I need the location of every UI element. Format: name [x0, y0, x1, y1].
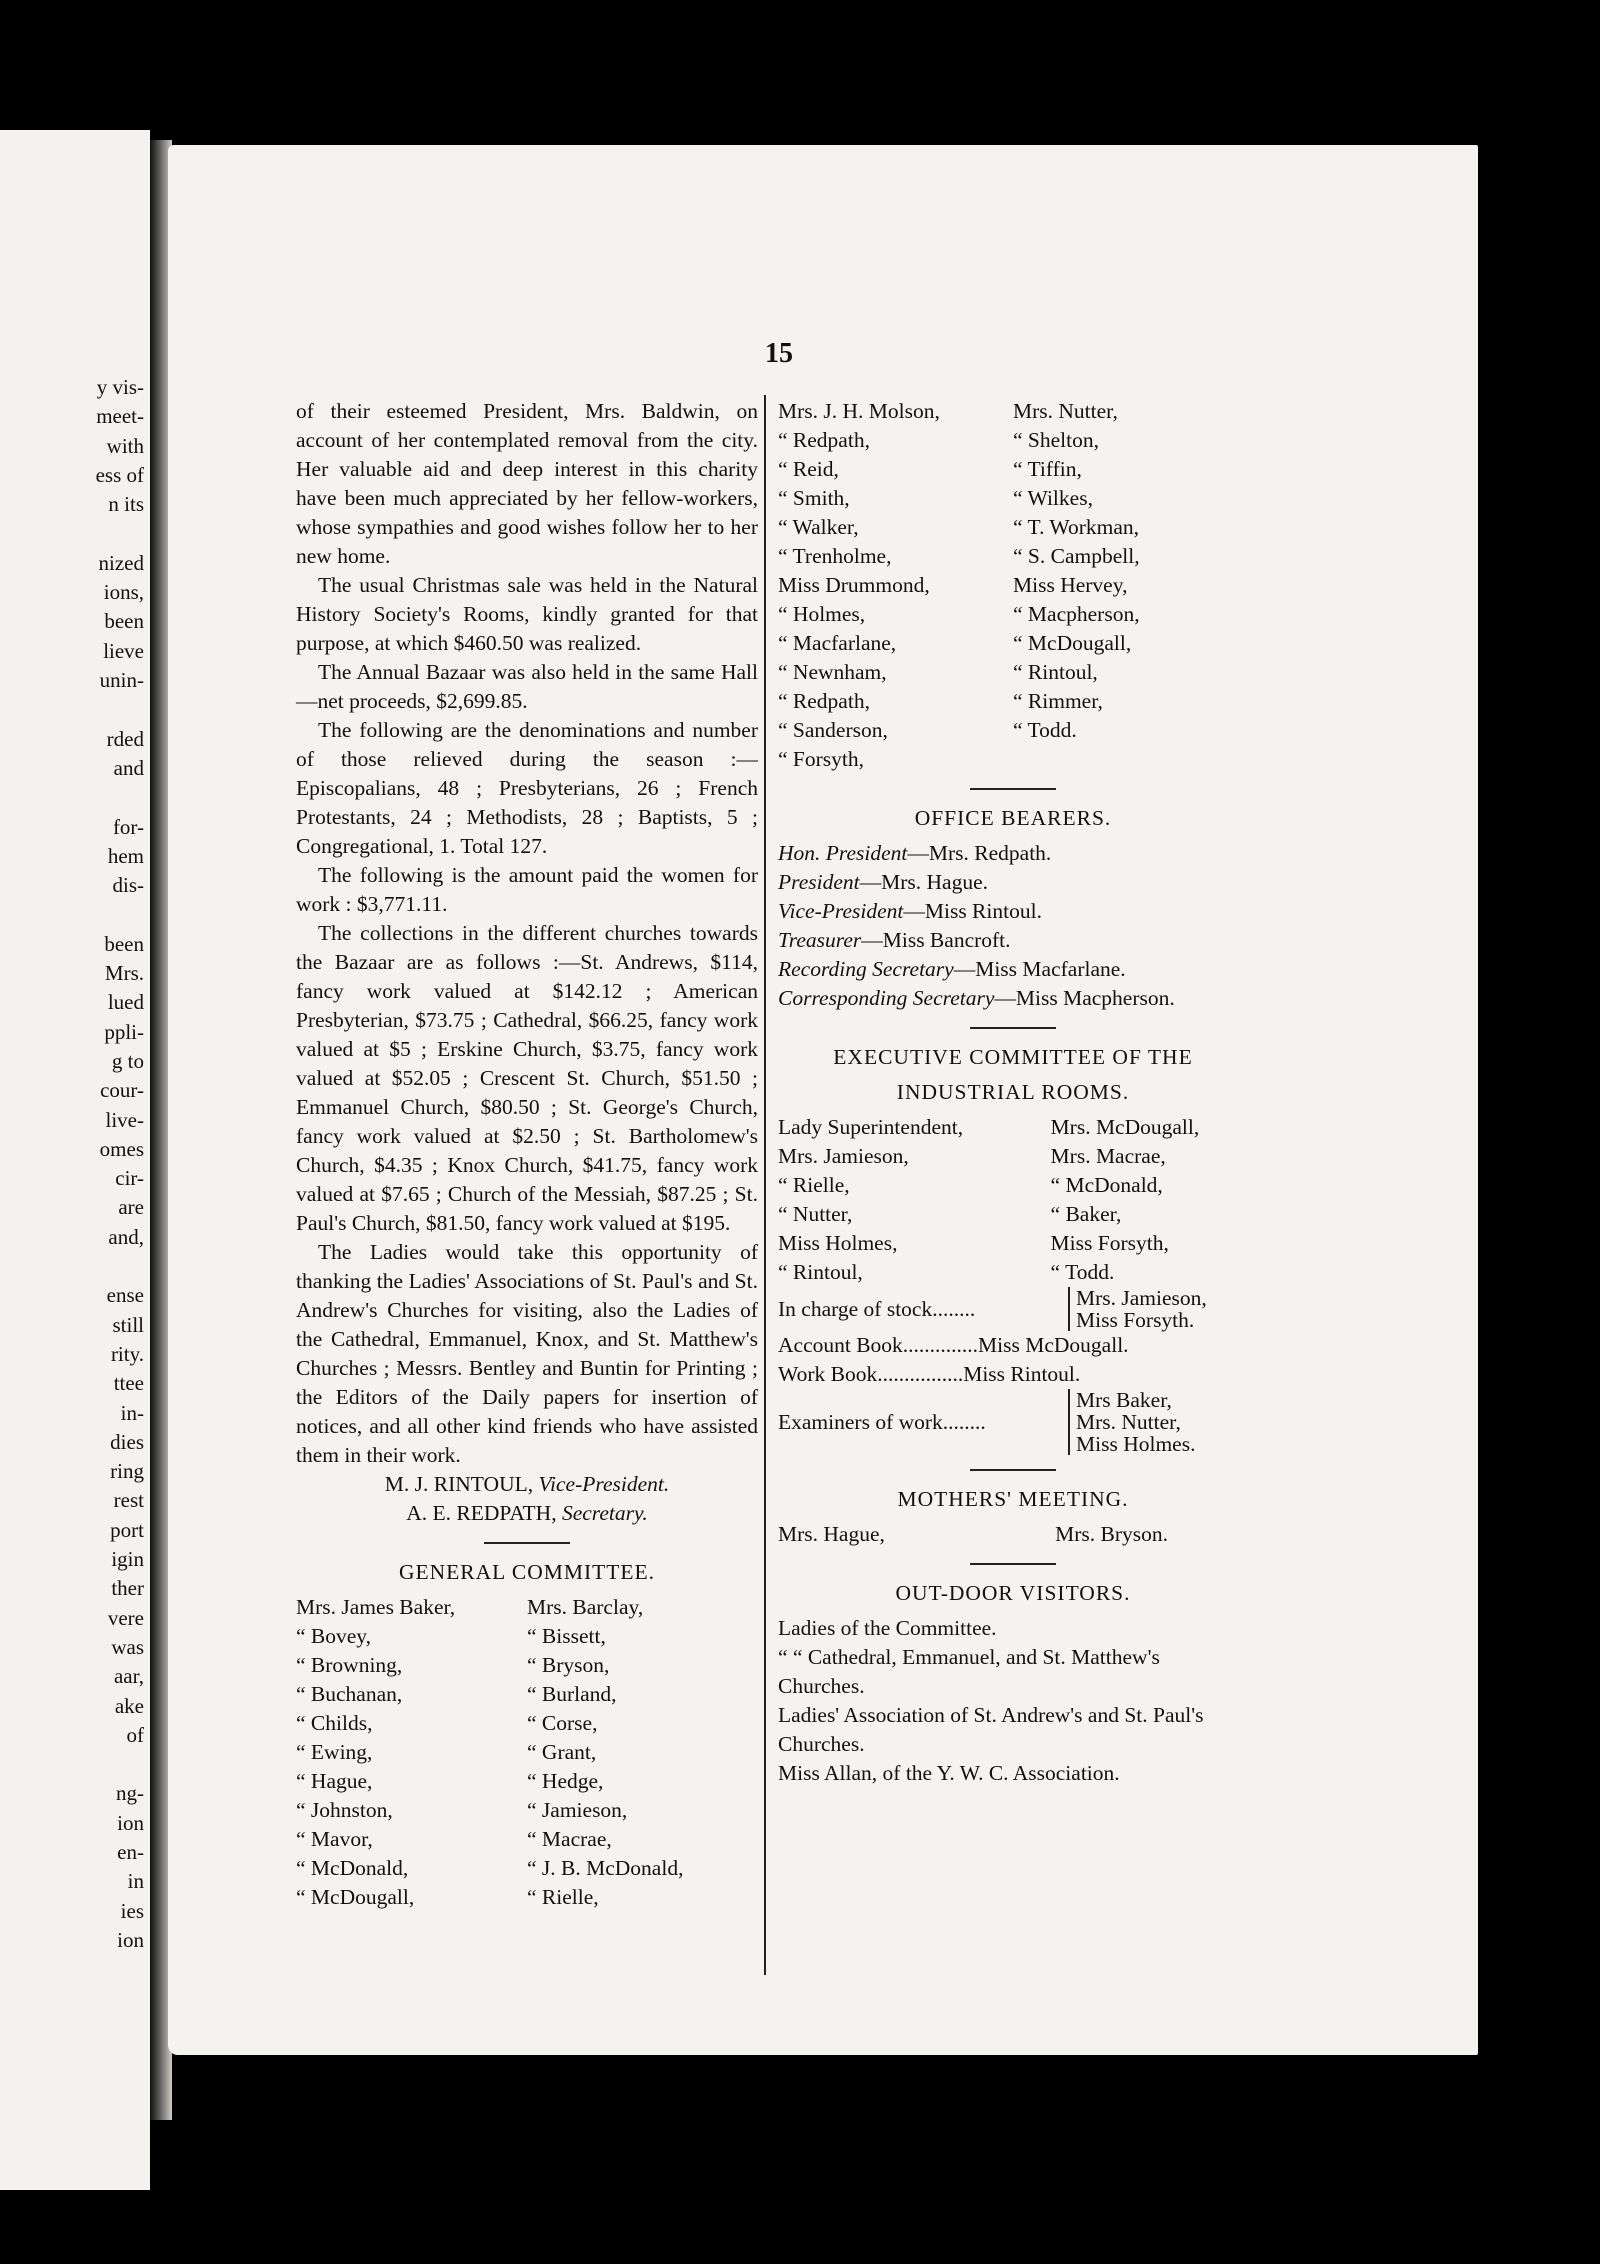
- committee-member: “ Browning,: [296, 1653, 403, 1677]
- outdoor-visitor-line: “ “ Cathedral, Emmanuel, and St. Matthew's Churches.: [778, 1645, 1160, 1698]
- committee-member: “ Bryson,: [527, 1653, 610, 1677]
- signature-name: M. J. RINTOUL,: [384, 1472, 534, 1496]
- committee-member: “ Todd.: [1013, 718, 1077, 742]
- previous-page-text: nized: [98, 550, 144, 575]
- previous-page-text: in: [127, 1869, 144, 1894]
- committee-member: “ Smith,: [778, 486, 850, 510]
- previous-page-text: Mrs.: [104, 961, 144, 985]
- committee-member: “ Newnham,: [778, 660, 887, 684]
- committee-member: “ Macrae,: [527, 1827, 612, 1851]
- committee-member: “ Jamieson,: [527, 1798, 628, 1822]
- previous-page-text: are: [118, 1195, 144, 1220]
- account-book: Account Book..............Miss McDougall.: [778, 1333, 1129, 1357]
- previous-page-text: unin-: [99, 668, 144, 692]
- left-column: [296, 397, 758, 1912]
- office-role: Vice-President: [778, 899, 904, 923]
- committee-member: “ Burland,: [527, 1682, 617, 1706]
- office-bearers-list: [778, 839, 1248, 1013]
- office-holder: —Miss Rintoul.: [903, 899, 1042, 923]
- committee-member: “ Walker,: [778, 515, 859, 539]
- committee-member: “ J. B. McDonald,: [527, 1856, 684, 1880]
- office-bearer-row: [778, 984, 1248, 1013]
- executive-member: Lady Superintendent,: [778, 1115, 964, 1139]
- previous-page-text: ess of: [95, 462, 144, 487]
- general-committee-continued: [778, 397, 1248, 774]
- executive-heading-line1: EXECUTIVE COMMITTEE OF THE: [833, 1045, 1193, 1069]
- committee-member: “ Reid,: [778, 457, 839, 481]
- executive-heading-line2: INDUSTRIAL ROOMS.: [896, 1080, 1130, 1104]
- signature-name: A. E. REDPATH,: [406, 1501, 557, 1525]
- executive-member: “ Rielle,: [778, 1173, 850, 1197]
- committee-member: “ Buchanan,: [296, 1682, 403, 1706]
- previous-page-text: ring: [110, 1459, 144, 1484]
- previous-page-text: still: [112, 1312, 144, 1337]
- committee-member: “ Tiffin,: [1013, 457, 1082, 481]
- committee-member: “ Forsyth,: [778, 747, 864, 771]
- committee-member: Miss Hervey,: [1013, 573, 1128, 597]
- executive-member: “ Nutter,: [778, 1202, 853, 1226]
- paragraph: The following are the denominations and number of those relieved during the season :— Episcopalians, 48 ; Presbyterians, 26 ; French Protestants, 24 ; Methodists, 28 ; Baptists, 5 ; Congregational, 1. Total 127.: [296, 718, 758, 858]
- executive-member: Mrs. Jamieson,: [778, 1144, 909, 1168]
- outdoor-visitor-line: Ladies of the Committee.: [778, 1616, 997, 1640]
- general-committee-col2: [527, 1593, 758, 1912]
- previous-page-text: dis-: [112, 873, 144, 898]
- previous-page-text: rded: [106, 726, 144, 751]
- paragraph: of their esteemed President, Mrs. Baldwin, on account of her contemplated removal from the city. Her valuable aid and deep interest in this charity have been much appreciated by her fellow-workers, whose sympathies and good wishes follow her to her new home.: [296, 399, 758, 568]
- committee-continued-col1: [778, 397, 1013, 774]
- previous-page-text: ake: [114, 1693, 144, 1718]
- committee-member: “ Rimmer,: [1013, 689, 1103, 713]
- previous-page-text: ion: [117, 1810, 144, 1835]
- committee-member: “ Rielle,: [527, 1885, 599, 1909]
- office-holder: —Mrs. Redpath.: [907, 841, 1052, 865]
- executive-member: Mrs. McDougall,: [1050, 1115, 1200, 1139]
- previous-page-text: ions,: [103, 580, 144, 605]
- committee-member: Mrs. James Baker,: [296, 1595, 456, 1619]
- committee-member: “ Johnston,: [296, 1798, 393, 1822]
- general-committee-heading: GENERAL COMMITTEE.: [398, 1560, 656, 1584]
- office-bearer-row: [778, 926, 1248, 955]
- executive-member: Miss Holmes,: [778, 1231, 898, 1255]
- office-holder: —Miss Macpherson.: [994, 986, 1175, 1010]
- committee-member: “ Childs,: [296, 1711, 373, 1735]
- previous-page-text: ense: [106, 1283, 144, 1308]
- committee-member: Mrs. Nutter,: [1013, 399, 1118, 423]
- paragraph: The usual Christmas sale was held in the Natural History Society's Rooms, kindly granted for that purpose, at which $460.50 was realized.: [296, 573, 758, 655]
- page-number: 15: [765, 338, 793, 369]
- work-examiner: Mrs. Nutter,: [1076, 1410, 1181, 1434]
- previous-page-text: of: [126, 1722, 144, 1747]
- paragraph: The following is the amount paid the women for work : $3,771.11.: [296, 863, 758, 916]
- previous-page-text: ng-: [116, 1781, 144, 1806]
- previous-page-text: ppli-: [104, 1019, 144, 1044]
- outdoor-visitors-list: [778, 1614, 1248, 1788]
- committee-member: “ McDougall,: [296, 1885, 415, 1909]
- previous-page-text: cir-: [115, 1166, 144, 1191]
- signature-secretary: [296, 1499, 758, 1528]
- previous-page-text: g to: [111, 1048, 144, 1073]
- mothers-meeting-heading: MOTHERS' MEETING.: [897, 1487, 1129, 1511]
- executive-member: Mrs. Macrae,: [1050, 1144, 1166, 1168]
- executive-member: “ McDonald,: [1050, 1173, 1163, 1197]
- previous-page-edge: [0, 130, 150, 2190]
- outdoor-visitor-line: Ladies' Association of St. Andrew's and St. Paul's Churches.: [778, 1703, 1204, 1756]
- section-rule: [970, 1027, 1056, 1029]
- office-bearer-row: [778, 868, 1248, 897]
- previous-page-text: live-: [105, 1107, 144, 1132]
- signature-title: Vice-President.: [538, 1472, 670, 1496]
- previous-page-text: been: [104, 931, 144, 956]
- office-role: Corresponding Secretary: [778, 986, 995, 1010]
- committee-member: “ Hague,: [296, 1769, 373, 1793]
- executive-member: “ Rintoul,: [778, 1260, 863, 1284]
- paragraph: The Annual Bazaar was also held in the same Hall—net proceeds, $2,699.85.: [296, 660, 758, 713]
- work-examiner: Miss Holmes.: [1076, 1432, 1196, 1456]
- previous-page-text: vere: [107, 1605, 144, 1630]
- previous-page-text: y vis-: [96, 375, 144, 399]
- previous-page-text: igin: [111, 1547, 144, 1571]
- committee-member: Miss Drummond,: [778, 573, 930, 597]
- office-role: Hon. President: [778, 841, 908, 865]
- previous-page-text: with: [106, 433, 144, 458]
- outdoor-visitors-heading: OUT-DOOR VISITORS.: [895, 1581, 1131, 1605]
- previous-page-text: and: [113, 755, 144, 780]
- examiners-label: Examiners of work........: [778, 1409, 986, 1434]
- office-bearer-row: [778, 897, 1248, 926]
- committee-member: “ Sanderson,: [778, 718, 888, 742]
- committee-member: “ Holmes,: [778, 602, 866, 626]
- committee-member: “ Bovey,: [296, 1624, 372, 1648]
- stock-keeper: Mrs. Jamieson,: [1076, 1286, 1207, 1310]
- previous-page-text: port: [110, 1517, 144, 1542]
- previous-page-text: ttee: [113, 1371, 144, 1396]
- in-charge-label: In charge of stock........: [778, 1296, 976, 1321]
- previous-page-text: for-: [112, 814, 144, 839]
- committee-continued-col2: [1013, 397, 1248, 774]
- committee-member: “ Trenholme,: [778, 544, 892, 568]
- committee-member: Mrs. Barclay,: [527, 1595, 644, 1619]
- right-column: [778, 397, 1248, 1788]
- previous-page-text: in-: [120, 1400, 144, 1425]
- committee-member: “ Wilkes,: [1013, 486, 1093, 510]
- committee-member: “ Macfarlane,: [778, 631, 897, 655]
- mothers-meeting-names: [778, 1520, 1248, 1549]
- examiners-of-work: [778, 1389, 1248, 1455]
- previous-page-text: meet-: [96, 404, 144, 429]
- executive-member: “ Baker,: [1050, 1202, 1122, 1226]
- committee-member: “ Mavor,: [296, 1827, 373, 1851]
- committee-member: “ T. Workman,: [1013, 515, 1140, 539]
- outdoor-visitor-line: Miss Allan, of the Y. W. C. Association.: [778, 1761, 1120, 1785]
- committee-member: “ Redpath,: [778, 428, 870, 452]
- section-rule: [970, 1469, 1056, 1471]
- office-role: President: [778, 870, 860, 894]
- committee-member: “ Redpath,: [778, 689, 870, 713]
- committee-member: “ Rintoul,: [1013, 660, 1098, 684]
- previous-page-text: ther: [111, 1576, 144, 1601]
- previous-page-text: and,: [108, 1224, 144, 1249]
- committee-member: “ S. Campbell,: [1013, 544, 1140, 568]
- previous-page-text: omes: [99, 1136, 144, 1161]
- office-role: Recording Secretary: [778, 957, 954, 981]
- committee-member: “ Corse,: [527, 1711, 598, 1735]
- previous-page-text: ion: [117, 1927, 144, 1952]
- office-holder: —Miss Macfarlane.: [953, 957, 1126, 981]
- committee-member: “ Bissett,: [527, 1624, 606, 1648]
- work-examiner: Mrs Baker,: [1076, 1388, 1172, 1412]
- signature-vice-president: [296, 1470, 758, 1499]
- executive-committee-list: [778, 1113, 1248, 1287]
- column-divider: [764, 395, 766, 1975]
- previous-page-text: been: [104, 609, 144, 634]
- mothers-name: Mrs. Bryson.: [1055, 1522, 1168, 1546]
- previous-page-text: hem: [107, 843, 144, 868]
- office-bearer-row: [778, 955, 1248, 984]
- stock-keeper: Miss Forsyth.: [1076, 1308, 1195, 1332]
- committee-member: “ McDonald,: [296, 1856, 409, 1880]
- previous-page-text: dies: [110, 1429, 144, 1454]
- office-holder: —Miss Bancroft.: [861, 928, 1011, 952]
- committee-member: “ McDougall,: [1013, 631, 1132, 655]
- section-rule: [970, 1563, 1056, 1565]
- committee-member: “ Macpherson,: [1013, 602, 1140, 626]
- committee-member: Mrs. J. H. Molson,: [778, 399, 940, 423]
- office-holder: —Mrs. Hague.: [859, 870, 988, 894]
- previous-page-text: was: [111, 1634, 144, 1659]
- executive-member: Miss Forsyth,: [1050, 1231, 1169, 1255]
- previous-page-text: ies: [120, 1898, 144, 1923]
- previous-page-text: lieve: [103, 638, 144, 663]
- previous-page-text: cour-: [100, 1078, 144, 1103]
- in-charge-of-stock: [778, 1287, 1248, 1331]
- previous-page-text: rest: [113, 1488, 144, 1513]
- committee-member: “ Ewing,: [296, 1740, 373, 1764]
- work-book: Work Book................Miss Rintoul.: [778, 1362, 1081, 1386]
- mothers-name: Mrs. Hague,: [778, 1522, 885, 1546]
- signature-title: Secretary.: [561, 1501, 648, 1525]
- in-charge-names: [1068, 1287, 1207, 1331]
- examiners-names: [1068, 1389, 1195, 1455]
- executive-member: “ Todd.: [1050, 1260, 1115, 1284]
- previous-page-text: en-: [117, 1840, 144, 1864]
- paragraph: The Ladies would take this opportunity of thanking the Ladies' Associations of St. Paul's and St. Andrew's Churches for visiting, also the Ladies of the Cathedral, Emmanuel, Knox, and St. Matthew's Churches ; Messrs. Bentley and Buntin for Printing ; the Editors of the Daily papers for insertion of notices, and all other kind friends who have assisted them in their work.: [296, 1240, 758, 1467]
- paragraph: The collections in the different churches towards the Bazaar are as follows :—St. Andrews, $114, fancy work valued at $142.12 ; American Presbyterian, $73.75 ; Cathedral, $66.25, fancy work valued at $5 ; Erskine Church, $3.75, fancy work valued at $52.05 ; Crescent St. Church, $51.50 ; Emmanuel Church, $80.50 ; St. George's Church, fancy work valued at $2.50 ; St. Bartholomew's Church, $4.35 ; Knox Church, $41.75, fancy work valued at $7.65 ; Church of the Messiah, $87.25 ; St. Paul's Church, $81.50, fancy work valued at $195.: [296, 921, 758, 1235]
- section-rule: [970, 788, 1056, 790]
- general-committee-col1: [296, 1593, 527, 1912]
- office-bearer-row: [778, 839, 1248, 868]
- previous-page-text: lued: [107, 990, 144, 1015]
- committee-member: “ Hedge,: [527, 1769, 604, 1793]
- committee-member: “ Grant,: [527, 1740, 597, 1764]
- office-role: Treasurer: [778, 928, 862, 952]
- previous-page-text: rity.: [110, 1341, 144, 1366]
- office-bearers-heading: OFFICE BEARERS.: [914, 806, 1112, 830]
- committee-member: “ Shelton,: [1013, 428, 1099, 452]
- previous-page-text: aar,: [113, 1664, 144, 1689]
- section-rule: [484, 1542, 570, 1544]
- previous-page-text: n its: [108, 492, 144, 517]
- general-committee-list: [296, 1593, 758, 1912]
